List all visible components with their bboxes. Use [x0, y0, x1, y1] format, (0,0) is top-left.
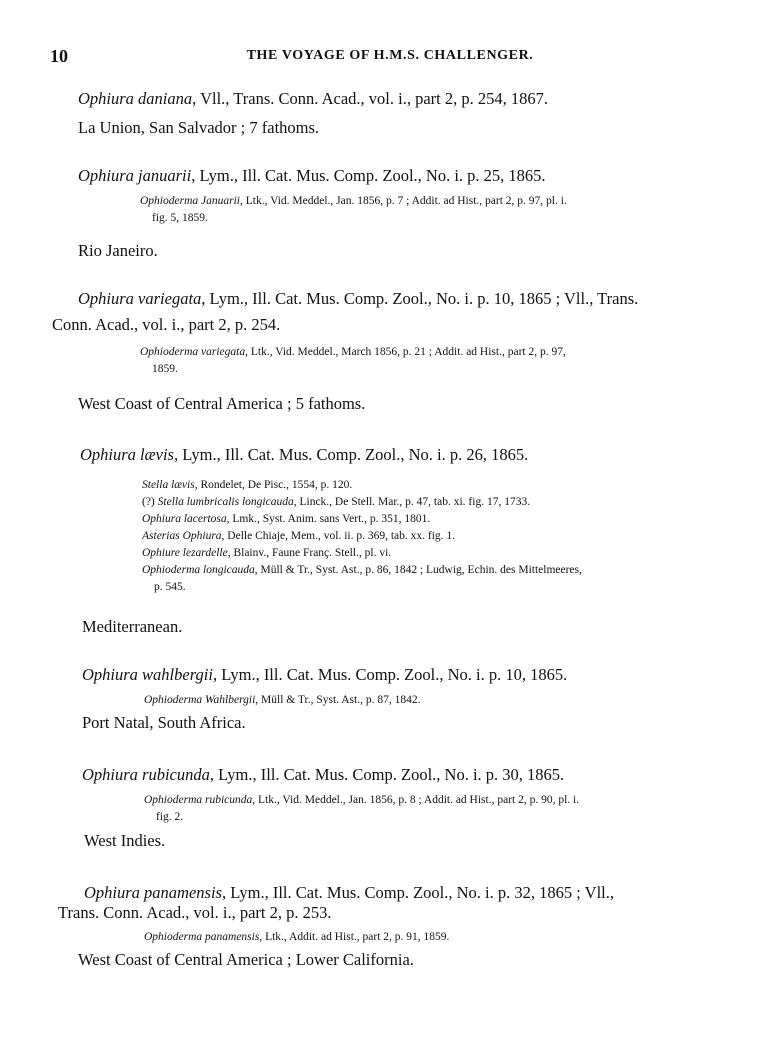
synonym-prefix: (?) [142, 496, 158, 508]
entry-title [82, 764, 564, 786]
synonym-citation: , Müll & Tr., Syst. Ast., p. 87, 1842. [255, 694, 421, 706]
entry-title-continuation: Conn. Acad., vol. i., part 2, p. 254. [52, 315, 281, 334]
synonym-item [142, 562, 732, 596]
species-name: Ophiura panamensis [84, 883, 222, 902]
entry-title [82, 664, 567, 686]
synonym-item [144, 792, 734, 826]
synonym-name: Ophioderma longicauda [142, 564, 255, 576]
synonym-list [140, 344, 730, 378]
entry-locality: Mediterranean. [82, 617, 183, 636]
synonym-citation: , Delle Chiaje, Mem., vol. ii. p. 369, tab. xx. fig. 1. [221, 530, 456, 542]
synonym-list [144, 792, 734, 826]
entry-locality: West Coast of Central America ; 5 fathoms. [78, 394, 366, 413]
synonym-list [144, 929, 734, 946]
synonym-item [144, 929, 734, 946]
species-name: Ophiura januarii [78, 166, 192, 185]
entry-title [84, 882, 614, 904]
species-citation: , Lym., Ill. Cat. Mus. Comp. Zool., No. i. p. 30, 1865. [209, 765, 565, 784]
synonym-item [140, 344, 730, 378]
synonym-continuation: p. 545. [154, 581, 186, 593]
entry-title [78, 165, 546, 187]
synonym-item [140, 193, 730, 227]
species-name: Ophiura lævis [80, 445, 174, 464]
entry-locality: La Union, San Salvador ; 7 fathoms. [78, 118, 320, 137]
synonym-citation: , Lmk., Syst. Anim. sans Vert., p. 351, 1801. [226, 513, 431, 525]
running-title: THE VOYAGE OF H.M.S. CHALLENGER. [246, 48, 534, 63]
synonym-continuation: fig. 2. [156, 811, 184, 823]
synonym-continuation: 1859. [152, 363, 178, 375]
synonym-item [142, 477, 732, 494]
synonym-item [144, 692, 734, 709]
synonym-citation: , Müll & Tr., Syst. Ast., p. 86, 1842 ; Ludwig, Echin. des Mittelmeeres, [254, 564, 582, 576]
species-citation: , Lym., Ill. Cat. Mus. Comp. Zool., No. i. p. 25, 1865. [191, 166, 546, 185]
entry-title [80, 444, 528, 466]
synonym-item [142, 528, 732, 545]
page-number: 10 [50, 46, 68, 66]
synonym-citation: , Blainv., Faune Franç. Stell., pl. vi. [227, 547, 392, 559]
synonym-name: Ophiure lezardelle [142, 547, 228, 559]
synonym-list [144, 692, 734, 709]
synonym-citation: , Ltk., Vid. Meddel., Jan. 1856, p. 7 ; Addit. ad Hist., part 2, p. 97, pl. i. [239, 195, 567, 207]
species-name: Ophiura wahlbergii [82, 665, 213, 684]
species-citation: , Vll., Trans. Conn. Acad., vol. i., part 2, p. 254, 1867. [192, 89, 548, 108]
synonym-name: Ophiura lacertosa [142, 513, 227, 525]
synonym-name: Ophioderma panamensis [144, 931, 260, 943]
synonym-citation: , Rondelet, De Pisc., 1554, p. 120. [194, 479, 353, 491]
species-name: Ophiura variegata [78, 289, 202, 308]
synonym-name: Ophioderma rubicunda [144, 794, 253, 806]
synonym-list [142, 477, 732, 596]
synonym-name: Ophioderma variegata [140, 346, 246, 358]
entry-locality: Port Natal, South Africa. [82, 713, 246, 732]
synonym-citation: , Ltk., Vid. Meddel., Jan. 1856, p. 8 ; Addit. ad Hist., part 2, p. 90, pl. i. [252, 794, 580, 806]
synonym-name: Asterias Ophiura [142, 530, 222, 542]
entry-locality: Rio Janeiro. [78, 241, 158, 260]
synonym-name: Ophioderma Wahlbergii [144, 694, 256, 706]
entry-locality: West Indies. [84, 831, 166, 850]
entry-title-continuation: Trans. Conn. Acad., vol. i., part 2, p. 253. [58, 903, 332, 922]
synonym-continuation: fig. 5, 1859. [152, 212, 208, 224]
species-citation: , Lym., Ill. Cat. Mus. Comp. Zool., No. i. p. 10, 1865. [212, 665, 568, 684]
synonym-name: Stella lævis [142, 479, 195, 491]
species-citation: , Lym., Ill. Cat. Mus. Comp. Zool., No. i. p. 10, 1865 ; Vll., Trans. [201, 289, 639, 308]
entry-title [78, 88, 548, 110]
species-name: Ophiura rubicunda [82, 765, 210, 784]
synonym-item [142, 511, 732, 528]
synonym-name: Ophioderma Januarii [140, 195, 240, 207]
species-citation: , Lym., Ill. Cat. Mus. Comp. Zool., No. i. p. 26, 1865. [173, 445, 529, 464]
synonym-name: Stella lumbricalis longicauda [157, 496, 294, 508]
synonym-list [140, 193, 730, 227]
synonym-citation: , Linck., De Stell. Mar., p. 47, tab. xi. fig. 17, 1733. [293, 496, 531, 508]
synonym-citation: , Ltk., Addit. ad Hist., part 2, p. 91, 1859. [259, 931, 450, 943]
species-name: Ophiura daniana [78, 89, 193, 108]
page-header [50, 46, 730, 70]
synonym-item [142, 545, 732, 562]
synonym-item [142, 494, 732, 511]
synonym-citation: , Ltk., Vid. Meddel., March 1856, p. 21 ; Addit. ad Hist., part 2, p. 97, [245, 346, 566, 358]
entry-locality: West Coast of Central America ; Lower California. [78, 950, 414, 969]
species-citation: , Lym., Ill. Cat. Mus. Comp. Zool., No. i. p. 32, 1865 ; Vll., [221, 883, 615, 902]
entry-title [78, 288, 638, 310]
